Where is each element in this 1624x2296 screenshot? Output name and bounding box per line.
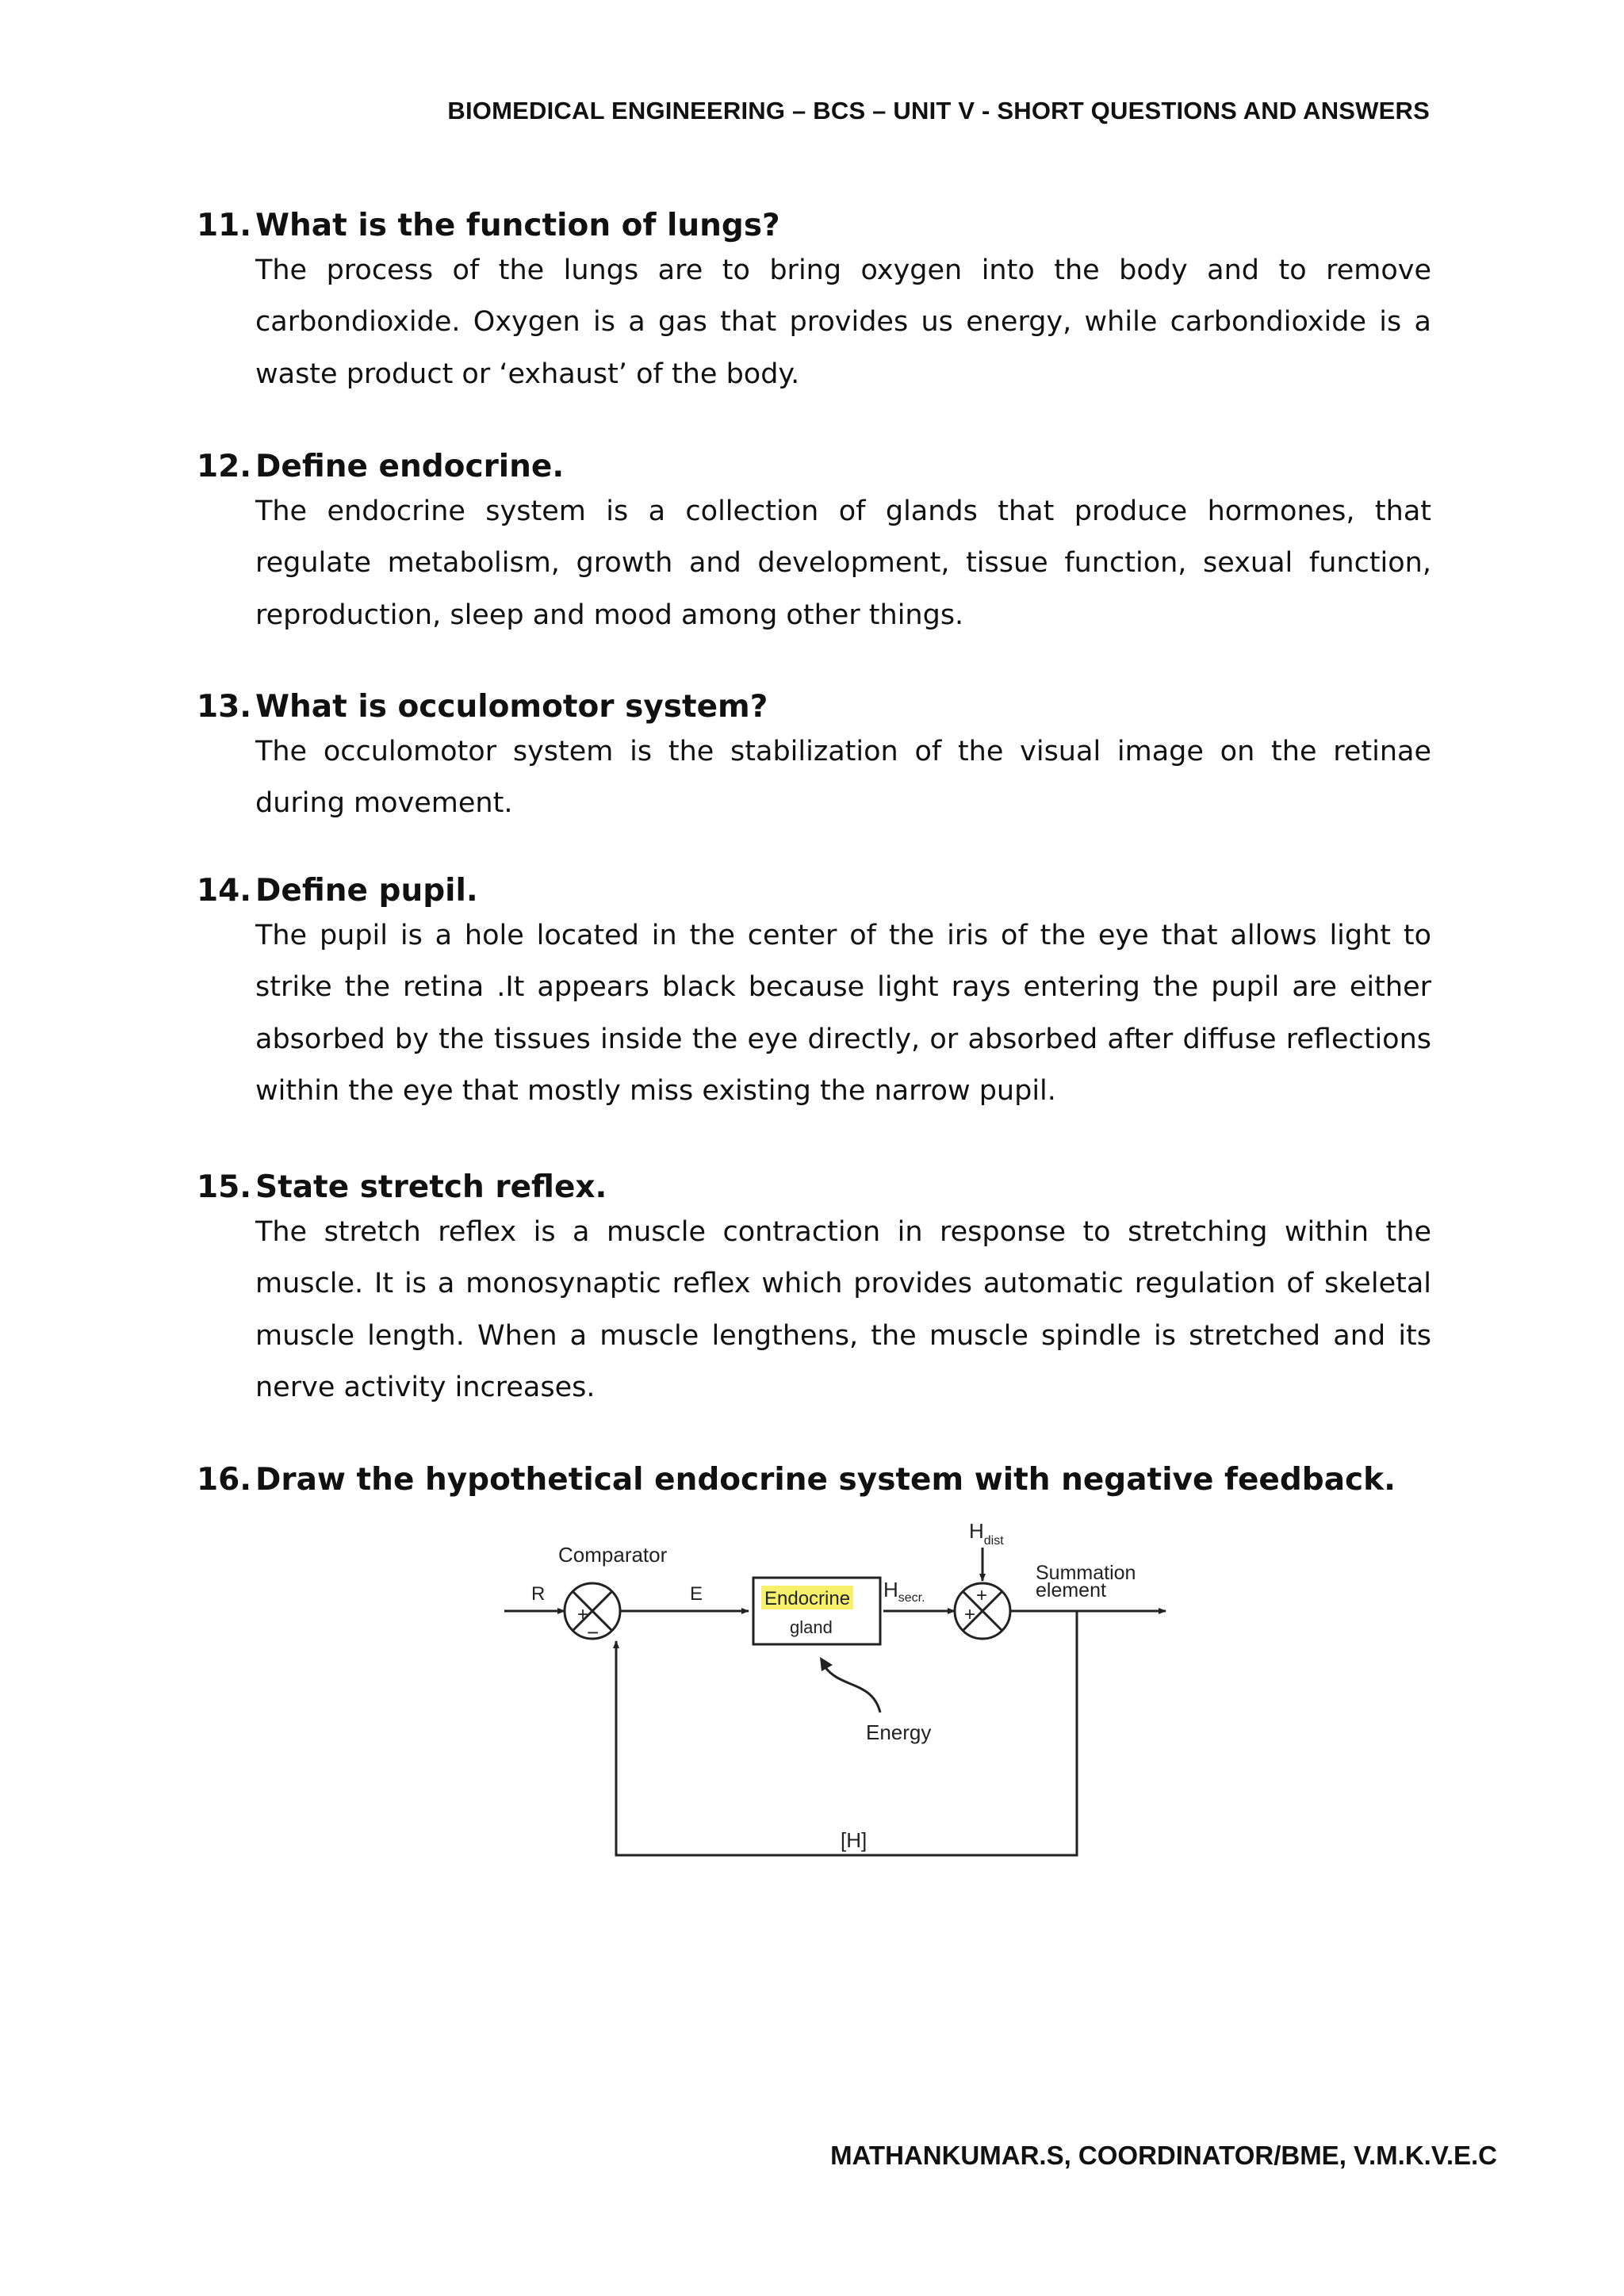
question-text: Draw the hypothetical endocrine system with negative feedback. bbox=[255, 1462, 1396, 1498]
reference-label: R bbox=[531, 1583, 546, 1605]
page-header: BIOMEDICAL ENGINEERING – BCS – UNIT V - SHORT QUESTIONS AND ANSWERS bbox=[447, 97, 1430, 124]
question-heading bbox=[197, 449, 1431, 486]
qa-item-16 bbox=[197, 1462, 1431, 1499]
answer-text: The pupil is a hole located in the center of the iris of the eye that allows light to strike the retina .It appears black because light rays entering the pupil are either absorbed by the tissues inside the eye directly, or absorbed after diffuse reflections within the eye that mostly miss existing the narrow pupil. bbox=[255, 919, 1431, 1108]
gland-label-line2: gland bbox=[790, 1617, 833, 1637]
comparator-label: Comparator bbox=[558, 1543, 668, 1567]
question-number: 13. bbox=[197, 689, 252, 725]
answer-text: The occulomotor system is the stabilization of the visual image on the retinae during movement. bbox=[255, 735, 1431, 820]
qa-item-12 bbox=[197, 449, 1431, 641]
answer-text: The process of the lungs are to bring oxygen into the body and to remove carbondioxide. Oxygen is a gas that provides us energy, while carbondioxide is a waste product or ‘exhaust’ of the body. bbox=[255, 254, 1431, 390]
gland-label-line1: Endocrine bbox=[764, 1588, 851, 1609]
question-heading bbox=[197, 208, 1431, 245]
qa-item-14 bbox=[197, 873, 1431, 1118]
summation-junction bbox=[955, 1583, 1010, 1639]
question-text: State stretch reflex. bbox=[255, 1169, 607, 1205]
question-number: 15. bbox=[197, 1169, 252, 1205]
question-heading bbox=[197, 1169, 1431, 1207]
qa-item-11 bbox=[197, 208, 1431, 400]
error-label: E bbox=[690, 1583, 703, 1605]
answer-text: The stretch reflex is a muscle contraction in response to stretching within the muscle. It is a monosynaptic reflex which provides automatic regulation of skeletal muscle length. When a muscle lengthens, the muscle spindle is stretched and its nerve activity increases. bbox=[255, 1215, 1431, 1404]
question-heading bbox=[197, 1462, 1431, 1499]
question-number: 16. bbox=[197, 1462, 252, 1498]
question-heading bbox=[197, 689, 1431, 726]
energy-arrow bbox=[825, 1667, 880, 1712]
question-number: 14. bbox=[197, 873, 252, 909]
feedback-label: [H] bbox=[841, 1828, 868, 1852]
summation-plus-top: + bbox=[976, 1585, 988, 1606]
question-text: Define pupil. bbox=[255, 873, 478, 909]
summation-label-line2: element bbox=[1036, 1579, 1106, 1601]
question-text: What is occulomotor system? bbox=[255, 689, 768, 725]
hsecr-label: $H_{secr.}$ bbox=[883, 1578, 925, 1605]
hdist-label: $H_{dist}$ bbox=[969, 1519, 1004, 1548]
comparator-junction bbox=[565, 1583, 620, 1644]
page-footer: MATHANKUMAR.S, COORDINATOR/BME, V.M.K.V.E.C bbox=[830, 2141, 1497, 2170]
comparator-minus: − bbox=[587, 1621, 599, 1644]
endocrine-feedback-diagram bbox=[500, 1514, 1182, 1871]
summation-label-line1: Summation bbox=[1036, 1562, 1136, 1584]
question-number: 11. bbox=[197, 208, 252, 243]
comparator-plus: + bbox=[577, 1604, 589, 1625]
feedback-line bbox=[616, 1611, 1077, 1855]
energy-label: Energy bbox=[866, 1720, 932, 1744]
answer-text: The endocrine system is a collection of glands that produce hormones, that regulate metabolism, growth and development, tissue function, sexual function, reproduction, sleep and mood among other things. bbox=[255, 495, 1431, 631]
qa-item-13 bbox=[197, 689, 1431, 830]
endocrine-gland-block bbox=[753, 1578, 880, 1644]
summation-plus-left: + bbox=[964, 1604, 976, 1625]
question-text: Define endocrine. bbox=[255, 449, 565, 484]
question-text: What is the function of lungs? bbox=[255, 208, 780, 243]
question-number: 12. bbox=[197, 449, 252, 484]
qa-item-15 bbox=[197, 1169, 1431, 1414]
question-heading bbox=[197, 873, 1431, 910]
